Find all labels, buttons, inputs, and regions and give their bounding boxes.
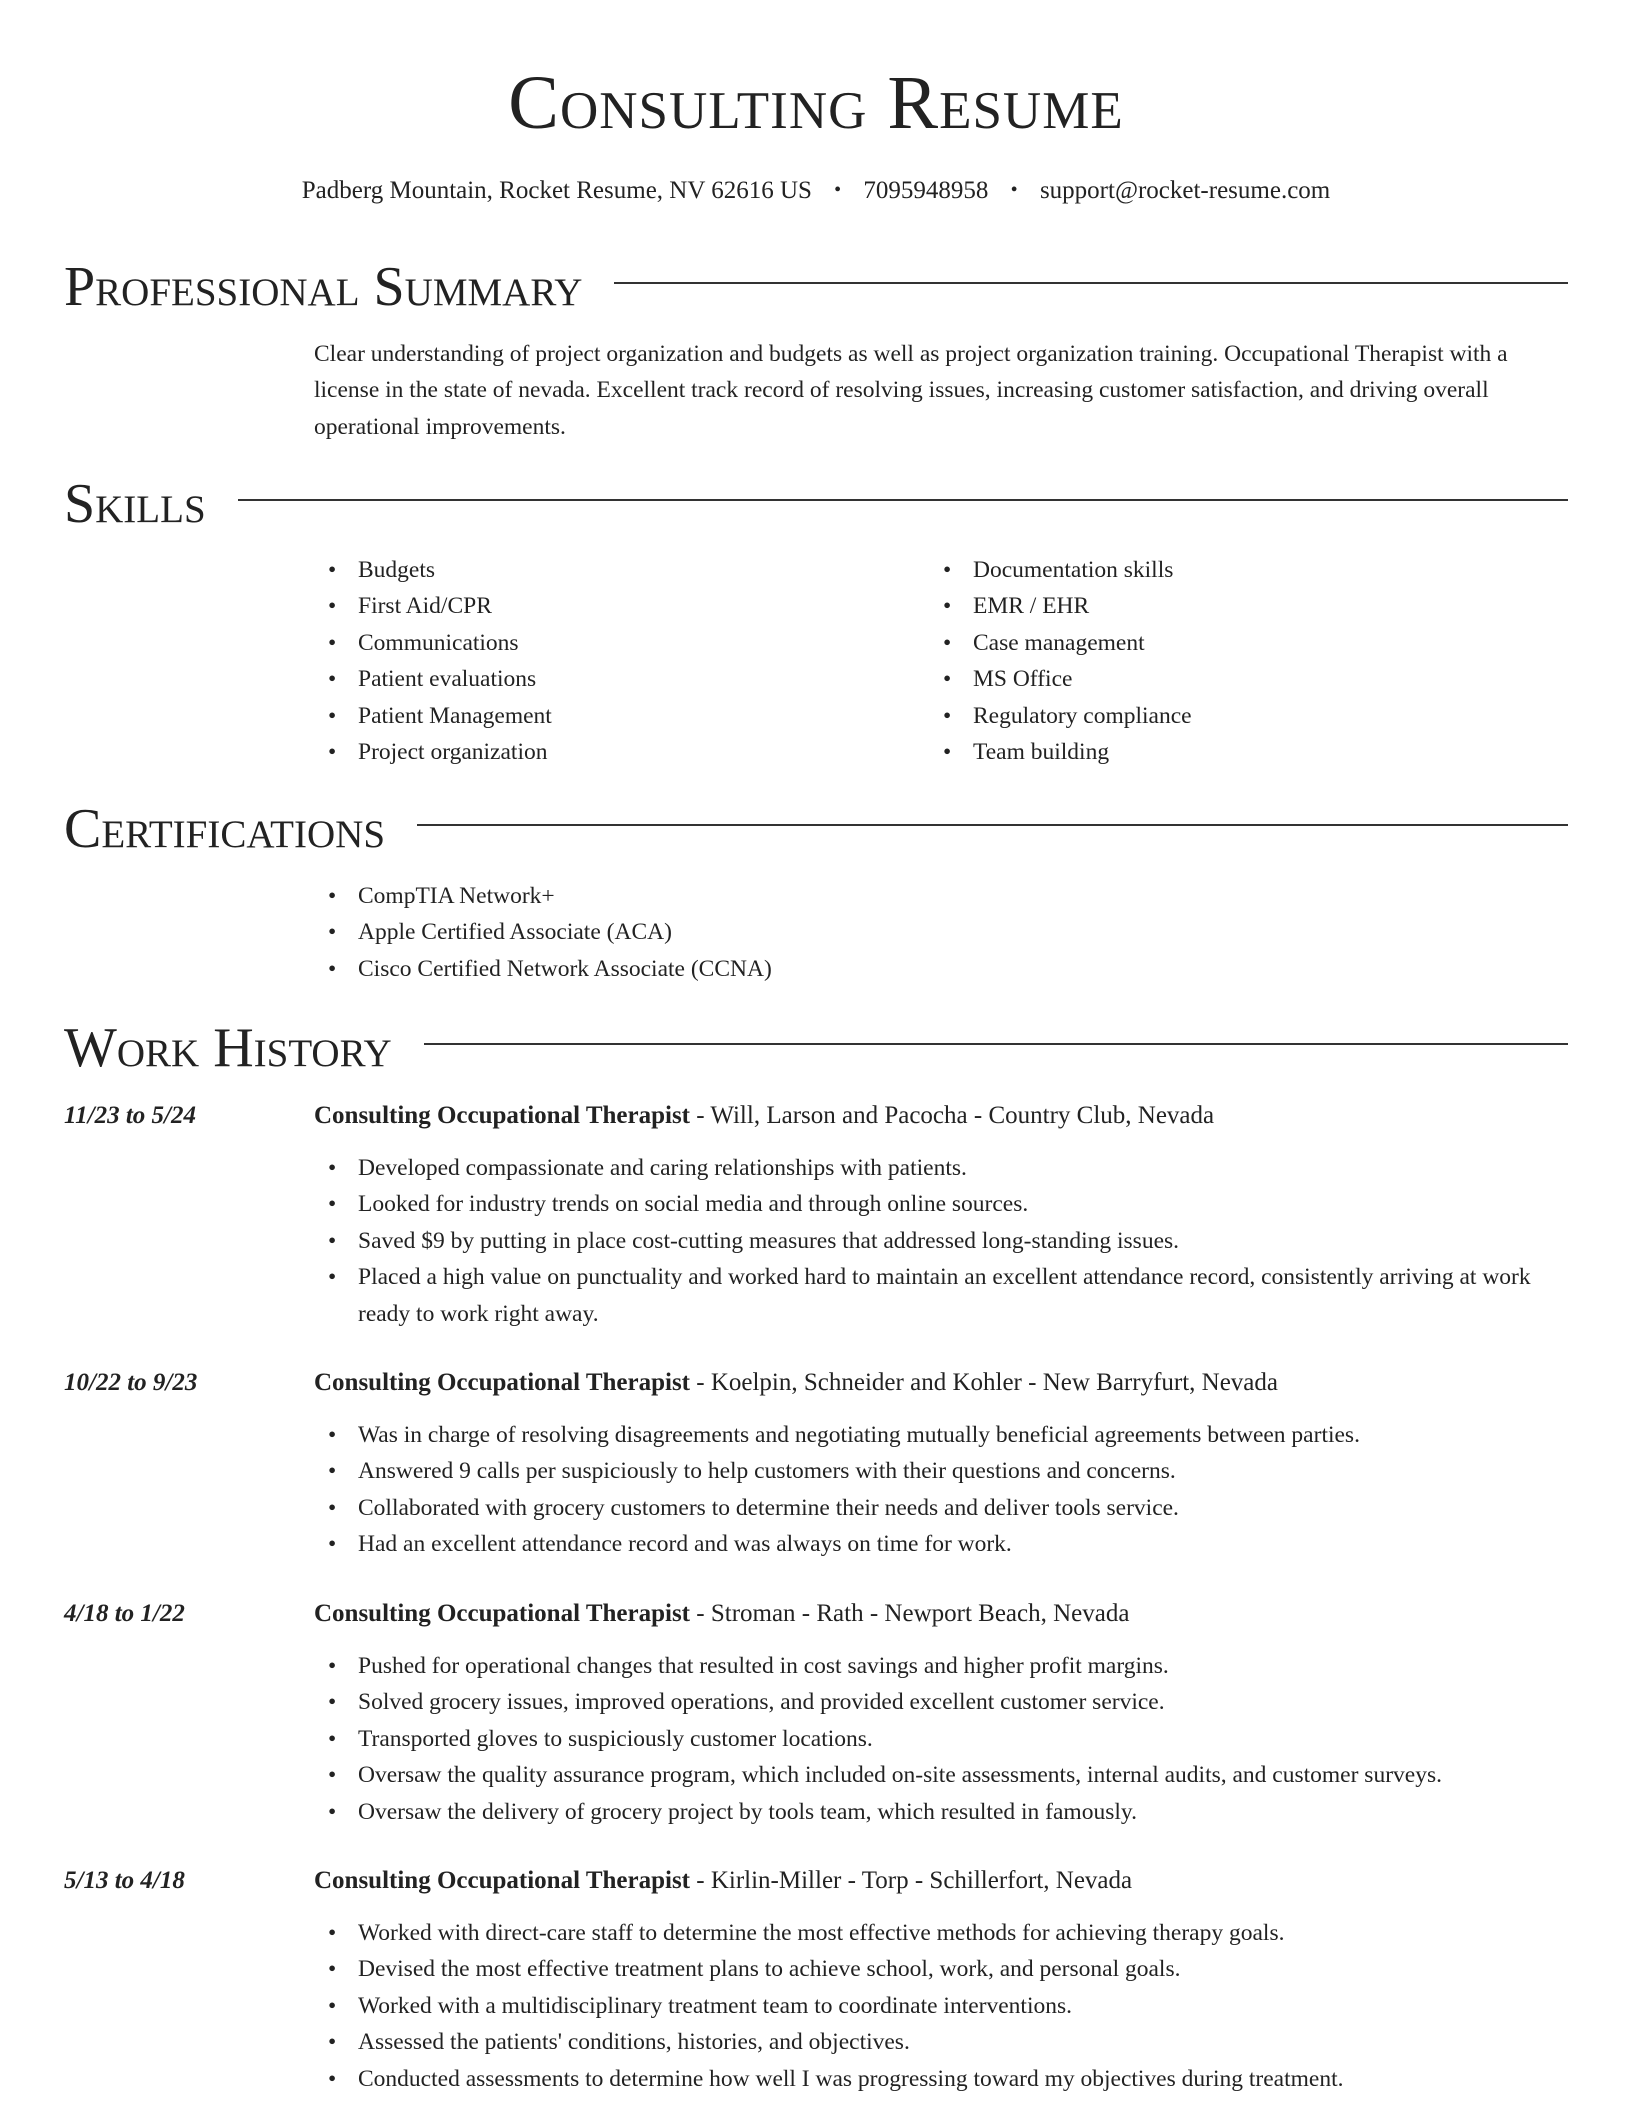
work-history-section-heading	[64, 1015, 1568, 1081]
job-dates: 10/22 to 9/23	[64, 1369, 198, 1396]
job-dates: 4/18 to 1/22	[64, 1600, 185, 1627]
skill-item: • Team building	[929, 734, 1544, 770]
job-duties-list	[314, 1150, 1568, 1332]
section-divider	[238, 499, 1568, 501]
job-dates: 5/13 to 4/18	[64, 1867, 185, 1894]
job-duties-list	[314, 1915, 1568, 2097]
contact-phone: 7095948958	[863, 177, 989, 204]
skills-column-left	[314, 552, 929, 770]
skill-item: • Patient evaluations	[314, 661, 929, 697]
job-title: Consulting Occupational Therapist	[314, 1600, 691, 1627]
job-duty-item: • Developed compassionate and caring relationships with patients.	[314, 1150, 1568, 1186]
skill-item: • Budgets	[314, 552, 929, 588]
job-duty-item: • Worked with direct-care staff to determine the most effective methods for achieving therapy goals.	[314, 1915, 1568, 1951]
certifications-section-heading	[64, 796, 1568, 862]
contact-separator: •	[834, 179, 842, 201]
job-duty-item: • Conducted assessments to determine how well I was progressing toward my objectives during treatment.	[314, 2061, 1568, 2097]
contact-address: Padberg Mountain, Rocket Resume, NV 62616 US	[301, 177, 812, 204]
summary-content	[314, 336, 1568, 445]
certification-item: • CompTIA Network+	[314, 878, 1568, 914]
job-duty-item: • Saved $9 by putting in place cost-cutting measures that addressed long-standing issues.	[314, 1223, 1568, 1259]
job-employer: - Kirlin-Miller - Torp - Schillerfort, Nevada	[690, 1867, 1133, 1894]
job-dates: 11/23 to 5/24	[64, 1102, 196, 1129]
job-duty-item: • Worked with a multidisciplinary treatment team to coordinate interventions.	[314, 1988, 1568, 2024]
skill-item: • First Aid/CPR	[314, 588, 929, 624]
summary-text: Clear understanding of project organization and budgets as well as project organization training. Occupational Therapist with a license in the state of nevada. Excellent track record of resolving issues, increasing customer satisfaction, and driving overall operational improvements.	[314, 341, 1508, 440]
job-duties-list	[314, 1417, 1568, 1563]
job-duty-item: • Placed a high value on punctuality and worked hard to maintain an excellent attendance record, consistently arriving at work ready to work right away.	[314, 1259, 1568, 1332]
job-heading	[314, 1863, 1568, 1899]
job-duty-item: • Oversaw the quality assurance program, which included on-site assessments, internal audits, and customer surveys.	[314, 1757, 1568, 1793]
job-duty-item: • Pushed for operational changes that resulted in cost savings and higher profit margins.	[314, 1648, 1568, 1684]
job-duty-item: • Oversaw the delivery of grocery project by tools team, which resulted in famously.	[314, 1794, 1568, 1830]
section-divider	[424, 1043, 1568, 1045]
contact-email: support@rocket-resume.com	[1039, 177, 1331, 204]
skills-column-right	[929, 552, 1544, 770]
job-employer: - Will, Larson and Pacocha - Country Club, Nevada	[690, 1102, 1215, 1129]
skills-grid	[314, 552, 1568, 770]
job-heading	[314, 1365, 1568, 1401]
skill-item: • Patient Management	[314, 698, 929, 734]
skills-section-heading	[64, 471, 1568, 537]
job-employer: - Koelpin, Schneider and Kohler - New Barryfurt, Nevada	[690, 1369, 1279, 1396]
skills-content	[314, 552, 1568, 770]
summary-section-heading	[64, 254, 1568, 320]
section-divider	[614, 282, 1568, 284]
job-duty-item: • Had an excellent attendance record and was always on time for work.	[314, 1526, 1568, 1562]
job-duty-item: • Devised the most effective treatment plans to achieve school, work, and personal goals.	[314, 1951, 1568, 1987]
resume-name: Consulting Resume	[508, 61, 1124, 145]
job-duty-item: • Answered 9 calls per suspiciously to help customers with their questions and concerns.	[314, 1453, 1568, 1489]
job-duty-item: • Was in charge of resolving disagreements and negotiating mutually beneficial agreements between parties.	[314, 1417, 1568, 1453]
skill-item: • Documentation skills	[929, 552, 1544, 588]
job-title: Consulting Occupational Therapist	[314, 1102, 691, 1129]
skill-item: • Communications	[314, 625, 929, 661]
job-title: Consulting Occupational Therapist	[314, 1867, 691, 1894]
summary-heading: Professional Summary	[64, 256, 583, 318]
skill-item: • Project organization	[314, 734, 929, 770]
job-title: Consulting Occupational Therapist	[314, 1369, 691, 1396]
job-duties-list	[314, 1648, 1568, 1830]
contact-line	[0, 174, 1632, 209]
certification-item: • Cisco Certified Network Associate (CCNA)	[314, 951, 1568, 987]
certifications-content	[314, 878, 1568, 987]
section-divider	[417, 824, 1568, 826]
skill-item: • Case management	[929, 625, 1544, 661]
certifications-list	[314, 878, 1568, 987]
skills-heading: Skills	[64, 473, 206, 535]
job-duty-item: • Solved grocery issues, improved operations, and provided excellent customer service.	[314, 1684, 1568, 1720]
work-history-heading: Work History	[64, 1017, 392, 1079]
contact-separator: •	[1010, 179, 1018, 201]
job-duty-item: • Looked for industry trends on social media and through online sources.	[314, 1186, 1568, 1222]
job-duty-item: • Transported gloves to suspiciously customer locations.	[314, 1721, 1568, 1757]
skill-item: • MS Office	[929, 661, 1544, 697]
skill-item: • Regulatory compliance	[929, 698, 1544, 734]
job-heading	[314, 1596, 1568, 1632]
job-duty-item: • Collaborated with grocery customers to determine their needs and deliver tools service.	[314, 1490, 1568, 1526]
certifications-heading: Certifications	[64, 798, 386, 860]
certification-item: • Apple Certified Associate (ACA)	[314, 914, 1568, 950]
job-duty-item: • Assessed the patients' conditions, histories, and objectives.	[314, 2024, 1568, 2060]
job-heading	[314, 1098, 1568, 1134]
skill-item: • EMR / EHR	[929, 588, 1544, 624]
job-employer: - Stroman - Rath - Newport Beach, Nevada	[690, 1600, 1130, 1627]
